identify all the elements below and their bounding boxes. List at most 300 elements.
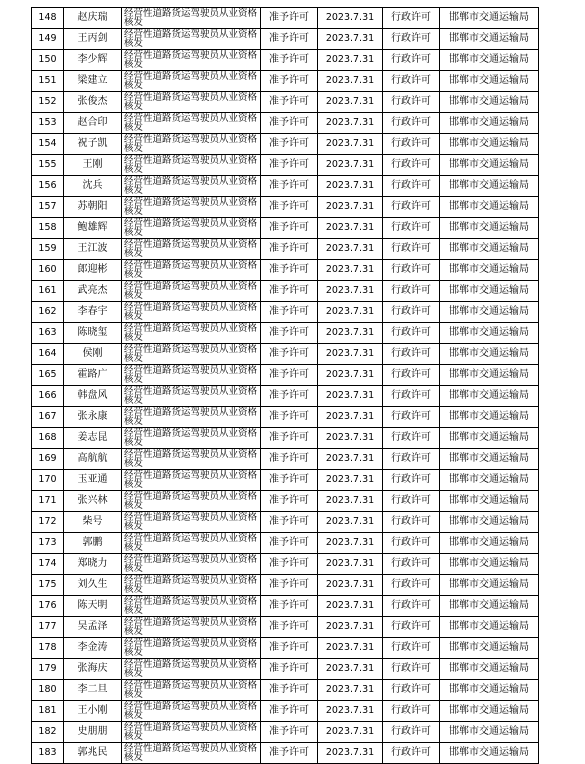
decision-result-cell: 准予许可: [261, 71, 318, 92]
license-item: 经营性道路货运驾驶员从业资格核发: [124, 197, 258, 217]
issuing-authority-cell: 邯郸市交通运输局: [440, 218, 539, 239]
table-row: [32, 638, 539, 659]
license-item-cell: [122, 428, 261, 449]
issuing-authority-cell: 邯郸市交通运输局: [440, 8, 539, 29]
decision-date-cell: 2023.7.31: [318, 323, 383, 344]
license-item-cell: [122, 344, 261, 365]
driver-name-cell: 王刚: [64, 155, 122, 176]
license-item-cell: [122, 365, 261, 386]
driver-name-cell: 郭鹏: [64, 533, 122, 554]
action-category-cell: 行政许可: [383, 281, 440, 302]
row-number-cell: 176: [32, 596, 64, 617]
row-number-cell: 161: [32, 281, 64, 302]
row-number-cell: 157: [32, 197, 64, 218]
driver-name-cell: 陈晓玺: [64, 323, 122, 344]
license-item-cell: [122, 533, 261, 554]
decision-result-cell: 准予许可: [261, 134, 318, 155]
decision-result-cell: 准予许可: [261, 386, 318, 407]
decision-date-cell: 2023.7.31: [318, 50, 383, 71]
license-item-cell: [122, 8, 261, 29]
decision-result-cell: 准予许可: [261, 575, 318, 596]
license-table-body: [32, 8, 539, 764]
driver-name-cell: 李金涛: [64, 638, 122, 659]
issuing-authority-cell: 邯郸市交通运输局: [440, 659, 539, 680]
license-item: 经营性道路货运驾驶员从业资格核发: [124, 239, 258, 259]
decision-result-cell: 准予许可: [261, 743, 318, 764]
license-item-cell: [122, 197, 261, 218]
driver-name-cell: 柴号: [64, 512, 122, 533]
issuing-authority-cell: 邯郸市交通运输局: [440, 302, 539, 323]
issuing-authority-cell: 邯郸市交通运输局: [440, 281, 539, 302]
table-row: [32, 491, 539, 512]
issuing-authority-cell: 邯郸市交通运输局: [440, 155, 539, 176]
driver-name-cell: 霍路广: [64, 365, 122, 386]
row-number-cell: 182: [32, 722, 64, 743]
row-number-cell: 152: [32, 92, 64, 113]
row-number-cell: 169: [32, 449, 64, 470]
decision-date-cell: 2023.7.31: [318, 596, 383, 617]
license-item-cell: [122, 176, 261, 197]
license-item: 经营性道路货运驾驶员从业资格核发: [124, 50, 258, 70]
row-number-cell: 168: [32, 428, 64, 449]
issuing-authority-cell: 邯郸市交通运输局: [440, 554, 539, 575]
license-item-cell: [122, 50, 261, 71]
decision-date-cell: 2023.7.31: [318, 8, 383, 29]
license-table: [31, 7, 539, 764]
decision-result-cell: 准予许可: [261, 155, 318, 176]
table-row: [32, 659, 539, 680]
decision-date-cell: 2023.7.31: [318, 302, 383, 323]
table-row: [32, 155, 539, 176]
issuing-authority-cell: 邯郸市交通运输局: [440, 743, 539, 764]
decision-result-cell: 准予许可: [261, 701, 318, 722]
decision-date-cell: 2023.7.31: [318, 680, 383, 701]
license-item-cell: [122, 617, 261, 638]
row-number-cell: 181: [32, 701, 64, 722]
issuing-authority-cell: 邯郸市交通运输局: [440, 386, 539, 407]
license-item: 经营性道路货运驾驶员从业资格核发: [124, 449, 258, 469]
driver-name-cell: 史朋朋: [64, 722, 122, 743]
action-category-cell: 行政许可: [383, 218, 440, 239]
license-item-cell: [122, 491, 261, 512]
issuing-authority-cell: 邯郸市交通运输局: [440, 470, 539, 491]
row-number-cell: 158: [32, 218, 64, 239]
decision-result-cell: 准予许可: [261, 533, 318, 554]
row-number-cell: 162: [32, 302, 64, 323]
action-category-cell: 行政许可: [383, 428, 440, 449]
issuing-authority-cell: 邯郸市交通运输局: [440, 365, 539, 386]
license-item: 经营性道路货运驾驶员从业资格核发: [124, 155, 258, 175]
driver-name-cell: 郑晓力: [64, 554, 122, 575]
issuing-authority-cell: 邯郸市交通运输局: [440, 638, 539, 659]
issuing-authority-cell: 邯郸市交通运输局: [440, 533, 539, 554]
table-row: [32, 512, 539, 533]
issuing-authority-cell: 邯郸市交通运输局: [440, 449, 539, 470]
table-row: [32, 617, 539, 638]
decision-date-cell: 2023.7.31: [318, 470, 383, 491]
driver-name-cell: 李春宇: [64, 302, 122, 323]
issuing-authority-cell: 邯郸市交通运输局: [440, 575, 539, 596]
license-item-cell: [122, 449, 261, 470]
decision-result-cell: 准予许可: [261, 218, 318, 239]
license-item-cell: [122, 722, 261, 743]
decision-result-cell: 准予许可: [261, 638, 318, 659]
row-number-cell: 164: [32, 344, 64, 365]
action-category-cell: 行政许可: [383, 575, 440, 596]
issuing-authority-cell: 邯郸市交通运输局: [440, 596, 539, 617]
decision-result-cell: 准予许可: [261, 491, 318, 512]
table-row: [32, 71, 539, 92]
row-number-cell: 148: [32, 8, 64, 29]
license-item: 经营性道路货运驾驶员从业资格核发: [124, 617, 258, 637]
license-item-cell: [122, 323, 261, 344]
decision-date-cell: 2023.7.31: [318, 176, 383, 197]
table-row: [32, 281, 539, 302]
license-item: 经营性道路货运驾驶员从业资格核发: [124, 575, 258, 595]
action-category-cell: 行政许可: [383, 554, 440, 575]
table-row: [32, 743, 539, 764]
decision-date-cell: 2023.7.31: [318, 218, 383, 239]
issuing-authority-cell: 邯郸市交通运输局: [440, 491, 539, 512]
driver-name-cell: 张兴林: [64, 491, 122, 512]
action-category-cell: 行政许可: [383, 50, 440, 71]
license-item: 经营性道路货运驾驶员从业资格核发: [124, 260, 258, 280]
driver-name-cell: 赵合印: [64, 113, 122, 134]
decision-result-cell: 准予许可: [261, 8, 318, 29]
row-number-cell: 178: [32, 638, 64, 659]
license-item-cell: [122, 155, 261, 176]
action-category-cell: 行政许可: [383, 533, 440, 554]
decision-date-cell: 2023.7.31: [318, 722, 383, 743]
table-row: [32, 344, 539, 365]
row-number-cell: 183: [32, 743, 64, 764]
license-item: 经营性道路货运驾驶员从业资格核发: [124, 29, 258, 49]
action-category-cell: 行政许可: [383, 29, 440, 50]
action-category-cell: 行政许可: [383, 155, 440, 176]
issuing-authority-cell: 邯郸市交通运输局: [440, 50, 539, 71]
driver-name-cell: 李二旦: [64, 680, 122, 701]
license-item: 经营性道路货运驾驶员从业资格核发: [124, 512, 258, 532]
action-category-cell: 行政许可: [383, 680, 440, 701]
row-number-cell: 165: [32, 365, 64, 386]
decision-date-cell: 2023.7.31: [318, 449, 383, 470]
issuing-authority-cell: 邯郸市交通运输局: [440, 407, 539, 428]
decision-date-cell: 2023.7.31: [318, 71, 383, 92]
driver-name-cell: 祝子凯: [64, 134, 122, 155]
decision-date-cell: 2023.7.31: [318, 428, 383, 449]
license-item: 经营性道路货运驾驶员从业资格核发: [124, 428, 258, 448]
license-item: 经营性道路货运驾驶员从业资格核发: [124, 638, 258, 658]
table-row: [32, 365, 539, 386]
issuing-authority-cell: 邯郸市交通运输局: [440, 260, 539, 281]
decision-result-cell: 准予许可: [261, 449, 318, 470]
table-row: [32, 680, 539, 701]
decision-date-cell: 2023.7.31: [318, 29, 383, 50]
action-category-cell: 行政许可: [383, 71, 440, 92]
document-page: [31, 7, 539, 764]
decision-result-cell: 准予许可: [261, 680, 318, 701]
driver-name-cell: 姜志昆: [64, 428, 122, 449]
license-item-cell: [122, 659, 261, 680]
license-item-cell: [122, 512, 261, 533]
license-item-cell: [122, 71, 261, 92]
table-row: [32, 176, 539, 197]
table-row: [32, 113, 539, 134]
table-row: [32, 554, 539, 575]
row-number-cell: 160: [32, 260, 64, 281]
driver-name-cell: 高航航: [64, 449, 122, 470]
decision-date-cell: 2023.7.31: [318, 701, 383, 722]
row-number-cell: 180: [32, 680, 64, 701]
action-category-cell: 行政许可: [383, 239, 440, 260]
decision-result-cell: 准予许可: [261, 428, 318, 449]
license-item-cell: [122, 302, 261, 323]
decision-result-cell: 准予许可: [261, 470, 318, 491]
decision-date-cell: 2023.7.31: [318, 134, 383, 155]
license-item-cell: [122, 281, 261, 302]
table-row: [32, 722, 539, 743]
row-number-cell: 149: [32, 29, 64, 50]
action-category-cell: 行政许可: [383, 134, 440, 155]
decision-result-cell: 准予许可: [261, 239, 318, 260]
table-row: [32, 260, 539, 281]
decision-result-cell: 准予许可: [261, 365, 318, 386]
driver-name-cell: 鲍雄辉: [64, 218, 122, 239]
license-item: 经营性道路货运驾驶员从业资格核发: [124, 596, 258, 616]
decision-result-cell: 准予许可: [261, 659, 318, 680]
license-item-cell: [122, 113, 261, 134]
license-item: 经营性道路货运驾驶员从业资格核发: [124, 407, 258, 427]
table-row: [32, 533, 539, 554]
license-item: 经营性道路货运驾驶员从业资格核发: [124, 323, 258, 343]
decision-date-cell: 2023.7.31: [318, 197, 383, 218]
license-item: 经营性道路货运驾驶员从业资格核发: [124, 344, 258, 364]
driver-name-cell: 侯刚: [64, 344, 122, 365]
decision-result-cell: 准予许可: [261, 617, 318, 638]
decision-date-cell: 2023.7.31: [318, 113, 383, 134]
decision-result-cell: 准予许可: [261, 512, 318, 533]
license-item: 经营性道路货运驾驶员从业资格核发: [124, 92, 258, 112]
license-item-cell: [122, 596, 261, 617]
issuing-authority-cell: 邯郸市交通运输局: [440, 134, 539, 155]
decision-date-cell: 2023.7.31: [318, 659, 383, 680]
decision-date-cell: 2023.7.31: [318, 407, 383, 428]
issuing-authority-cell: 邯郸市交通运输局: [440, 323, 539, 344]
decision-result-cell: 准予许可: [261, 596, 318, 617]
decision-date-cell: 2023.7.31: [318, 575, 383, 596]
action-category-cell: 行政许可: [383, 365, 440, 386]
license-item: 经营性道路货运驾驶员从业资格核发: [124, 491, 258, 511]
table-row: [32, 134, 539, 155]
license-item: 经营性道路货运驾驶员从业资格核发: [124, 134, 258, 154]
action-category-cell: 行政许可: [383, 722, 440, 743]
action-category-cell: 行政许可: [383, 260, 440, 281]
row-number-cell: 177: [32, 617, 64, 638]
license-item: 经营性道路货运驾驶员从业资格核发: [124, 218, 258, 238]
decision-result-cell: 准予许可: [261, 302, 318, 323]
table-row: [32, 323, 539, 344]
license-item: 经营性道路货运驾驶员从业资格核发: [124, 533, 258, 553]
table-row: [32, 701, 539, 722]
license-item: 经营性道路货运驾驶员从业资格核发: [124, 701, 258, 721]
decision-result-cell: 准予许可: [261, 554, 318, 575]
issuing-authority-cell: 邯郸市交通运输局: [440, 722, 539, 743]
row-number-cell: 163: [32, 323, 64, 344]
action-category-cell: 行政许可: [383, 491, 440, 512]
license-item: 经营性道路货运驾驶员从业资格核发: [124, 554, 258, 574]
decision-result-cell: 准予许可: [261, 344, 318, 365]
decision-date-cell: 2023.7.31: [318, 512, 383, 533]
table-row: [32, 239, 539, 260]
decision-date-cell: 2023.7.31: [318, 743, 383, 764]
driver-name-cell: 陈天明: [64, 596, 122, 617]
license-item-cell: [122, 554, 261, 575]
decision-result-cell: 准予许可: [261, 197, 318, 218]
license-item: 经营性道路货运驾驶员从业资格核发: [124, 281, 258, 301]
license-item: 经营性道路货运驾驶员从业资格核发: [124, 113, 258, 133]
license-item: 经营性道路货运驾驶员从业资格核发: [124, 8, 258, 28]
decision-result-cell: 准予许可: [261, 113, 318, 134]
table-row: [32, 470, 539, 491]
license-item-cell: [122, 680, 261, 701]
issuing-authority-cell: 邯郸市交通运输局: [440, 344, 539, 365]
license-item-cell: [122, 29, 261, 50]
license-item-cell: [122, 260, 261, 281]
row-number-cell: 154: [32, 134, 64, 155]
license-item: 经营性道路货运驾驶员从业资格核发: [124, 722, 258, 742]
driver-name-cell: 武亮杰: [64, 281, 122, 302]
decision-date-cell: 2023.7.31: [318, 155, 383, 176]
issuing-authority-cell: 邯郸市交通运输局: [440, 680, 539, 701]
license-item: 经营性道路货运驾驶员从业资格核发: [124, 680, 258, 700]
issuing-authority-cell: 邯郸市交通运输局: [440, 701, 539, 722]
row-number-cell: 150: [32, 50, 64, 71]
decision-result-cell: 准予许可: [261, 323, 318, 344]
driver-name-cell: 王江波: [64, 239, 122, 260]
driver-name-cell: 梁建立: [64, 71, 122, 92]
driver-name-cell: 王小刚: [64, 701, 122, 722]
driver-name-cell: 张海庆: [64, 659, 122, 680]
driver-name-cell: 韩盘风: [64, 386, 122, 407]
license-item: 经营性道路货运驾驶员从业资格核发: [124, 659, 258, 679]
driver-name-cell: 苏朝阳: [64, 197, 122, 218]
table-row: [32, 197, 539, 218]
action-category-cell: 行政许可: [383, 659, 440, 680]
issuing-authority-cell: 邯郸市交通运输局: [440, 239, 539, 260]
license-item-cell: [122, 239, 261, 260]
license-item-cell: [122, 407, 261, 428]
row-number-cell: 175: [32, 575, 64, 596]
issuing-authority-cell: 邯郸市交通运输局: [440, 428, 539, 449]
license-item-cell: [122, 134, 261, 155]
row-number-cell: 179: [32, 659, 64, 680]
license-item-cell: [122, 386, 261, 407]
action-category-cell: 行政许可: [383, 596, 440, 617]
table-row: [32, 428, 539, 449]
license-item: 经营性道路货运驾驶员从业资格核发: [124, 176, 258, 196]
decision-result-cell: 准予许可: [261, 281, 318, 302]
action-category-cell: 行政许可: [383, 197, 440, 218]
table-row: [32, 218, 539, 239]
action-category-cell: 行政许可: [383, 407, 440, 428]
issuing-authority-cell: 邯郸市交通运输局: [440, 29, 539, 50]
action-category-cell: 行政许可: [383, 701, 440, 722]
decision-date-cell: 2023.7.31: [318, 344, 383, 365]
action-category-cell: 行政许可: [383, 302, 440, 323]
action-category-cell: 行政许可: [383, 470, 440, 491]
table-row: [32, 302, 539, 323]
decision-date-cell: 2023.7.31: [318, 281, 383, 302]
table-row: [32, 575, 539, 596]
row-number-cell: 172: [32, 512, 64, 533]
issuing-authority-cell: 邯郸市交通运输局: [440, 617, 539, 638]
decision-date-cell: 2023.7.31: [318, 617, 383, 638]
action-category-cell: 行政许可: [383, 386, 440, 407]
decision-result-cell: 准予许可: [261, 176, 318, 197]
action-category-cell: 行政许可: [383, 743, 440, 764]
row-number-cell: 166: [32, 386, 64, 407]
license-item-cell: [122, 638, 261, 659]
decision-date-cell: 2023.7.31: [318, 365, 383, 386]
action-category-cell: 行政许可: [383, 638, 440, 659]
license-item: 经营性道路货运驾驶员从业资格核发: [124, 71, 258, 91]
decision-date-cell: 2023.7.31: [318, 638, 383, 659]
decision-result-cell: 准予许可: [261, 29, 318, 50]
license-item-cell: [122, 92, 261, 113]
decision-result-cell: 准予许可: [261, 260, 318, 281]
driver-name-cell: 张俊杰: [64, 92, 122, 113]
license-item-cell: [122, 470, 261, 491]
row-number-cell: 153: [32, 113, 64, 134]
license-item: 经营性道路货运驾驶员从业资格核发: [124, 470, 258, 490]
issuing-authority-cell: 邯郸市交通运输局: [440, 92, 539, 113]
action-category-cell: 行政许可: [383, 344, 440, 365]
row-number-cell: 174: [32, 554, 64, 575]
table-row: [32, 386, 539, 407]
row-number-cell: 167: [32, 407, 64, 428]
row-number-cell: 159: [32, 239, 64, 260]
decision-date-cell: 2023.7.31: [318, 386, 383, 407]
decision-result-cell: 准予许可: [261, 50, 318, 71]
table-row: [32, 449, 539, 470]
row-number-cell: 171: [32, 491, 64, 512]
driver-name-cell: 玉亚通: [64, 470, 122, 491]
decision-date-cell: 2023.7.31: [318, 491, 383, 512]
driver-name-cell: 郎迎彬: [64, 260, 122, 281]
driver-name-cell: 李少辉: [64, 50, 122, 71]
driver-name-cell: 王丙剑: [64, 29, 122, 50]
license-item: 经营性道路货运驾驶员从业资格核发: [124, 302, 258, 322]
table-row: [32, 8, 539, 29]
license-item-cell: [122, 701, 261, 722]
driver-name-cell: 刘久生: [64, 575, 122, 596]
table-row: [32, 92, 539, 113]
row-number-cell: 156: [32, 176, 64, 197]
row-number-cell: 170: [32, 470, 64, 491]
action-category-cell: 行政许可: [383, 176, 440, 197]
issuing-authority-cell: 邯郸市交通运输局: [440, 176, 539, 197]
issuing-authority-cell: 邯郸市交通运输局: [440, 512, 539, 533]
issuing-authority-cell: 邯郸市交通运输局: [440, 197, 539, 218]
decision-result-cell: 准予许可: [261, 407, 318, 428]
decision-date-cell: 2023.7.31: [318, 239, 383, 260]
driver-name-cell: 郭兆民: [64, 743, 122, 764]
issuing-authority-cell: 邯郸市交通运输局: [440, 113, 539, 134]
license-item: 经营性道路货运驾驶员从业资格核发: [124, 386, 258, 406]
table-row: [32, 50, 539, 71]
action-category-cell: 行政许可: [383, 449, 440, 470]
action-category-cell: 行政许可: [383, 512, 440, 533]
